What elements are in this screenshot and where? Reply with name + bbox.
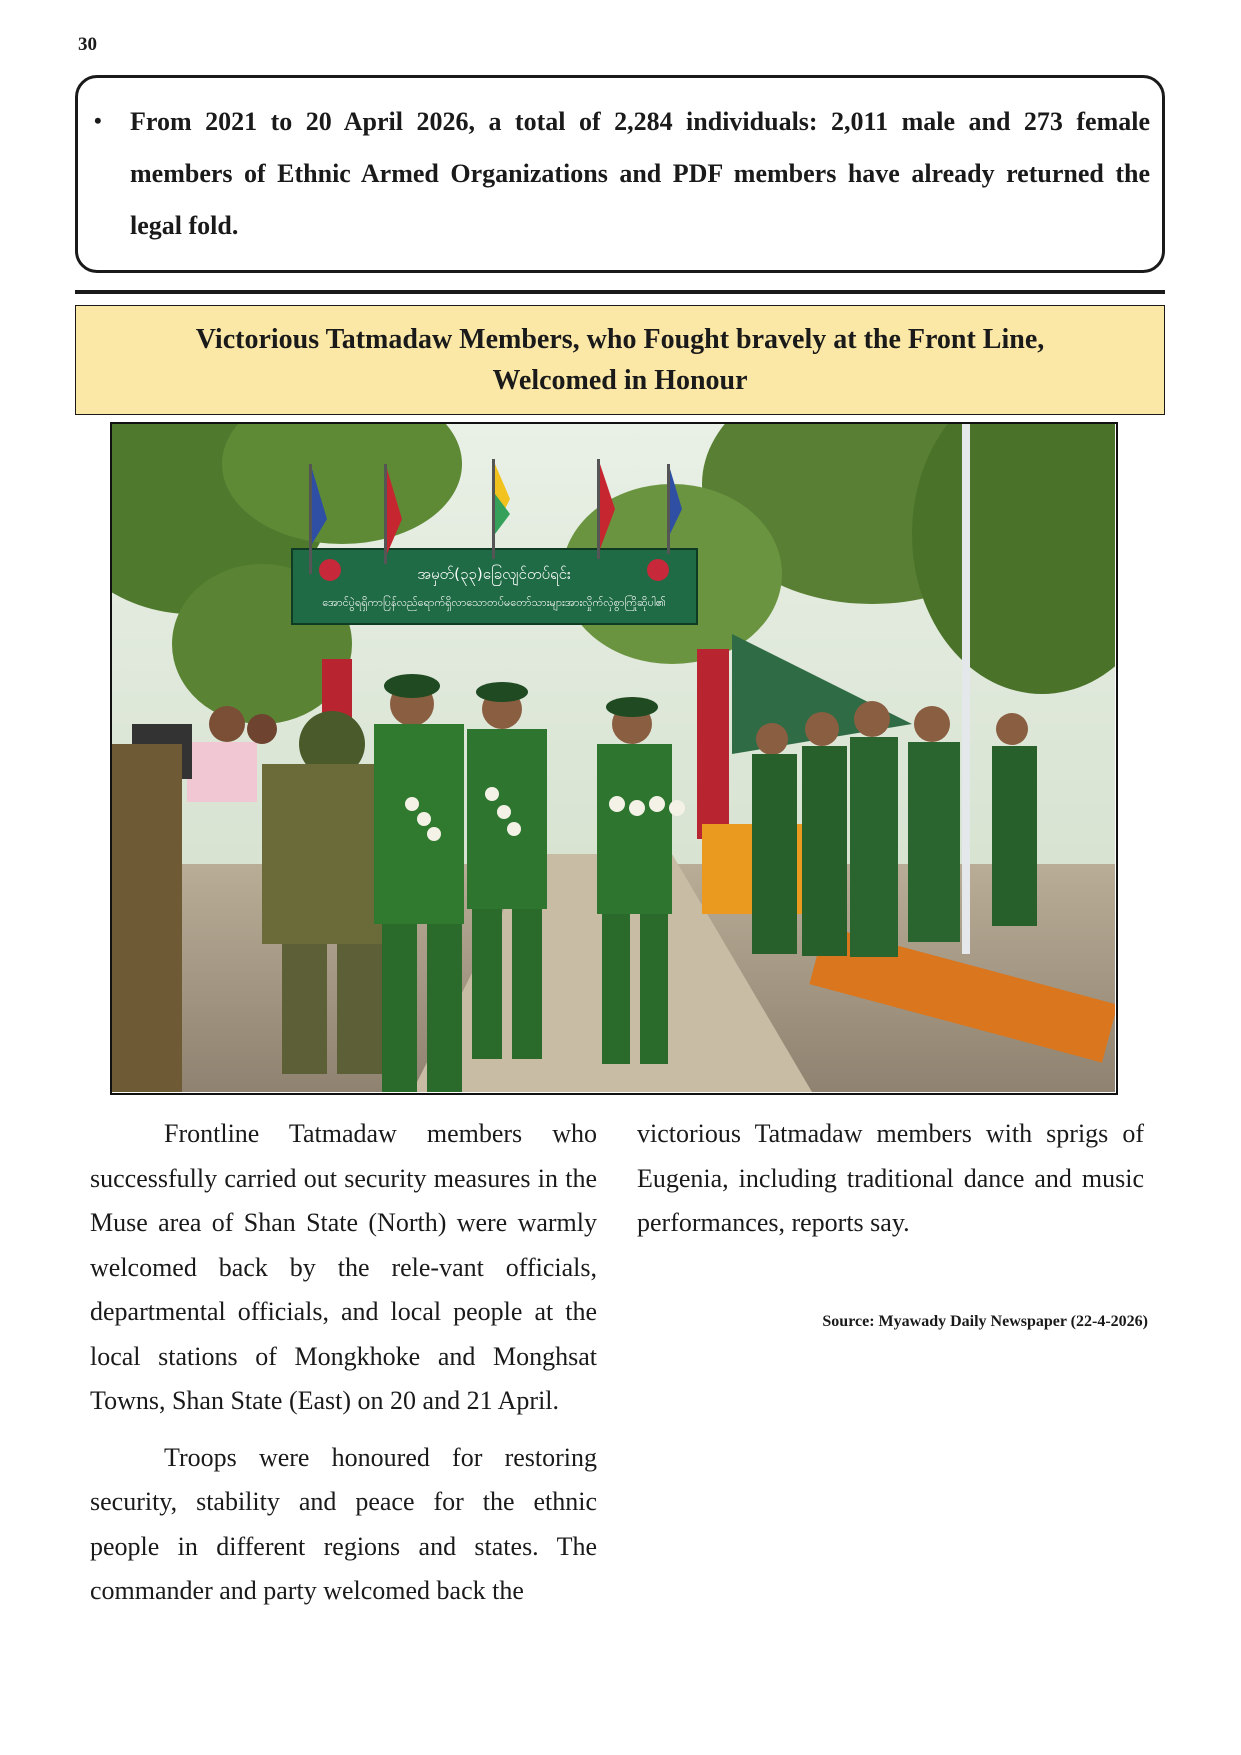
article-title-line-1: Victorious Tatmadaw Members, who Fought bravely at the Front Line,	[195, 324, 1045, 355]
article-title-line-2: Welcomed in Honour	[492, 365, 748, 396]
article-paragraph-2: Troops were honoured for restoring security, stability and peace for the ethnic people in different regions and states. The commander and party welcomed back the	[90, 1442, 597, 1605]
article-photo	[110, 422, 1118, 1095]
article-title-banner	[75, 305, 1165, 415]
bullet-point: •	[94, 108, 102, 133]
page-number: 30	[78, 34, 97, 55]
article-paragraph-3: victorious Tatmadaw members with sprigs of Eugenia, including traditional dance and music performances, reports say.	[637, 1119, 1144, 1237]
divider-rule	[75, 290, 1165, 294]
article-column-left	[90, 1112, 597, 1626]
article-paragraph-1: Frontline Tatmadaw members who successfully carried out security measures in the Muse area of Shan State (North) were warmly welcomed back by the rele-vant officials, departmental officials, and local people at the local stations of Mongkhoke and Monghsat Towns, Shan State (East) on 20 and 21 April.	[90, 1119, 597, 1415]
highlight-text: From 2021 to 20 April 2026, a total of 2,284 individuals: 2,011 male and 273 female members of Ethnic Armed Organizations and PDF members have already returned the legal fold.	[130, 107, 1150, 240]
article-title	[196, 319, 1045, 401]
gate-banner-line-2: အောင်ပွဲရရှိကာပြန်လည်ရောက်ရှိလာသောတပ်မတော်သားများအားလှိုက်လှဲစွာကြိုဆိုပါ၏	[322, 596, 666, 609]
source-citation: Source: Myawady Daily Newspaper (22-4-2026)	[822, 1313, 1148, 1330]
gate-banner-line-1: အမှတ်(၃၃)ခြေလျင်တပ်ရင်း	[417, 565, 571, 583]
welcome-gate-banner	[292, 549, 697, 624]
article-column-right	[637, 1112, 1144, 1258]
highlight-box	[75, 75, 1165, 273]
